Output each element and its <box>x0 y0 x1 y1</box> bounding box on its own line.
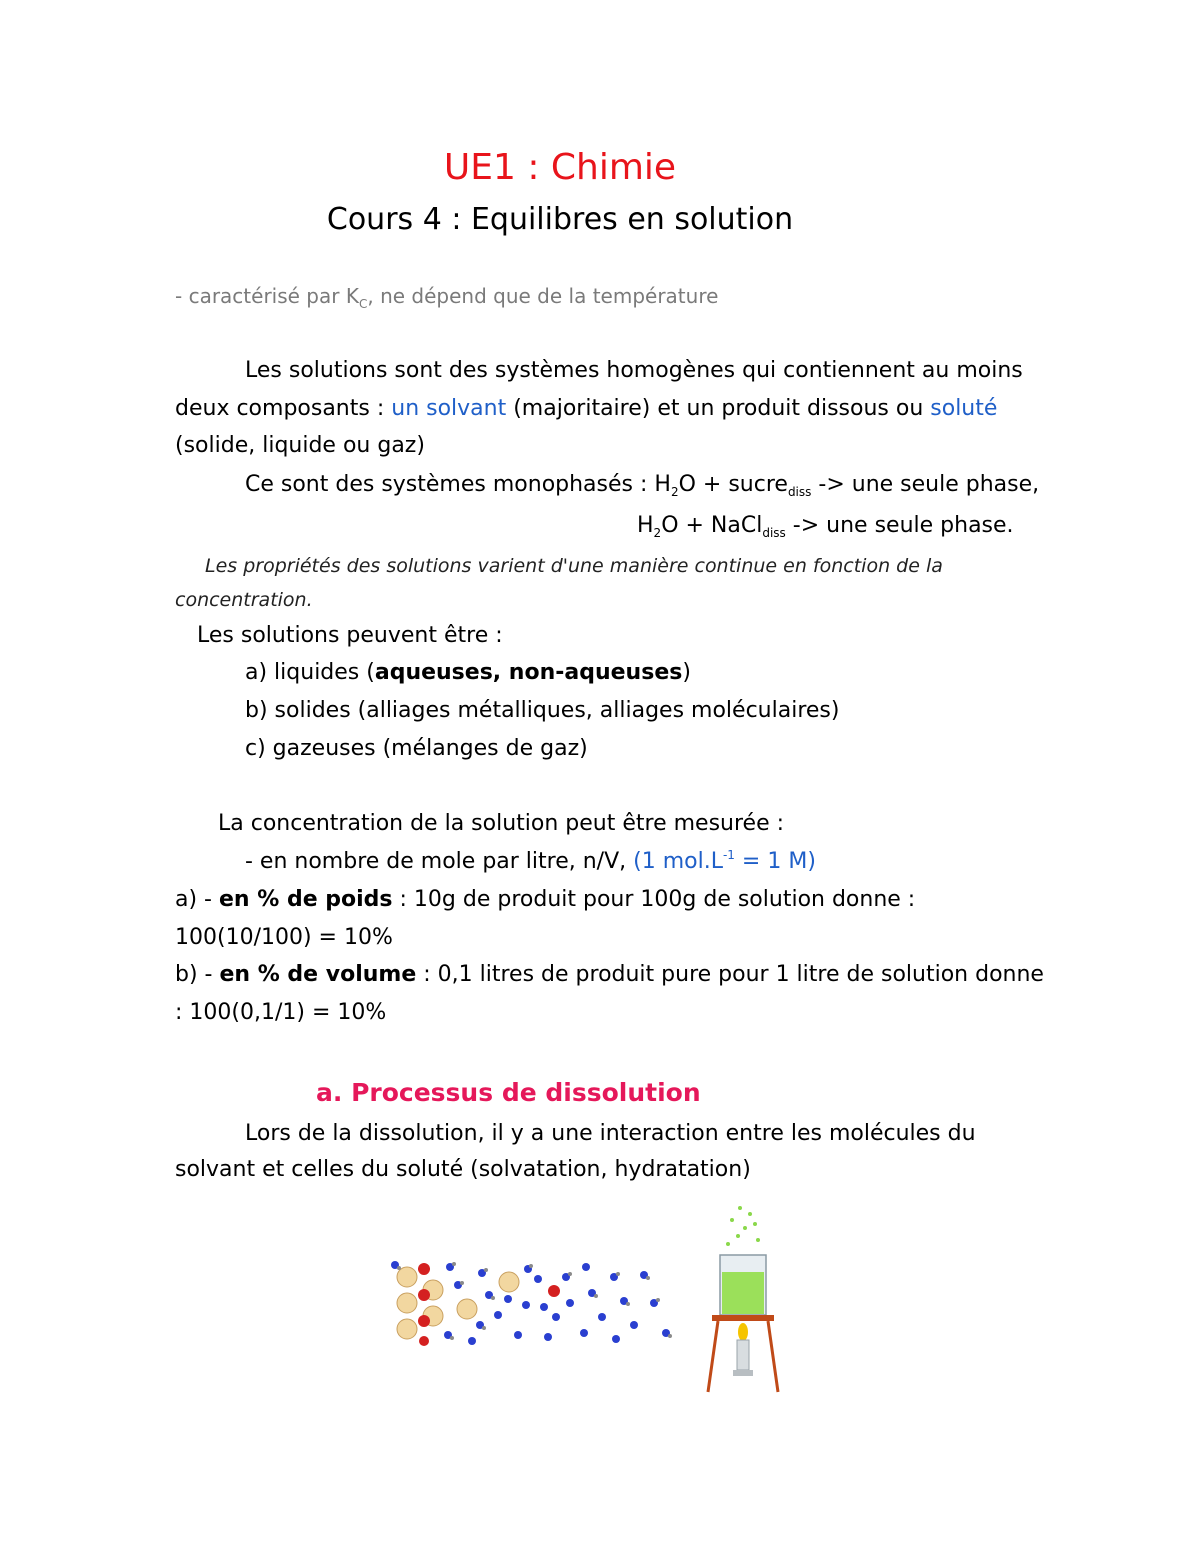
type-solid: b) solides (alliages métalliques, alliages moléculaires) <box>245 698 840 723</box>
properties-line1: Les propriétés des solutions varient d'une manière continue en fonction de la <box>205 555 943 577</box>
solutions-paragraph-line3: (solide, liquide ou gaz) <box>175 433 425 458</box>
monophase-sucre: Ce sont des systèmes monophasés : $H_2O$ + sucre$_{diss}$ -> une seule phase, <box>245 472 1040 499</box>
concentration-molar: - en nombre de mole par litre, n/V, (1 $mol.L^{-1} = 1$ M) <box>245 848 816 874</box>
concentration-heading: La concentration de la solution peut être mesurée : <box>218 811 785 836</box>
types-heading: Les solutions peuvent être : <box>197 623 503 648</box>
dissolution-line1: Lors de la dissolution, il y a une interaction entre les molécules du <box>245 1121 976 1146</box>
ue-title: UE1 : Chimie <box>443 147 677 188</box>
solutions-paragraph-line2: deux composants : un solvant (majoritaire) et un produit dissous ou soluté <box>175 396 998 421</box>
dissolution-molecules-illustration <box>388 1255 683 1350</box>
solute-term: soluté <box>930 396 998 421</box>
properties-line2: concentration. <box>175 589 313 611</box>
type-liquid: a) liquides (aqueuses, non-aqueuses) <box>245 660 691 685</box>
kc-note: - caractérisé par $K_C$, ne dépend que de la température <box>175 284 719 311</box>
course-title: Cours 4 : Equilibres en solution <box>326 202 794 237</box>
concentration-poids-result: 100(10/100) = 10% <box>175 925 393 950</box>
type-gas: c) gazeuses (mélanges de gaz) <box>245 736 588 761</box>
monophase-nacl: $H_2O$ + NaCl$_{diss}$ -> une seule phase. <box>637 513 1014 540</box>
concentration-volume: b) - en % de volume : 0,1 litres de produit pure pour 1 litre de solution donne <box>175 962 1044 987</box>
dissolution-heading: a. Processus de dissolution <box>316 1078 701 1107</box>
solutions-paragraph-line1: Les solutions sont des systèmes homogènes qui contiennent au moins <box>245 358 1023 383</box>
concentration-poids: a) - en % de poids : 10g de produit pour 100g de solution donne : <box>175 887 916 912</box>
beaker-burner-illustration <box>700 1200 785 1395</box>
solvant-term: un solvant <box>391 396 507 421</box>
dissolution-line2: solvant et celles du soluté (solvatation, hydratation) <box>175 1157 751 1182</box>
concentration-volume-result: : 100(0,1/1) = 10% <box>175 1000 387 1025</box>
